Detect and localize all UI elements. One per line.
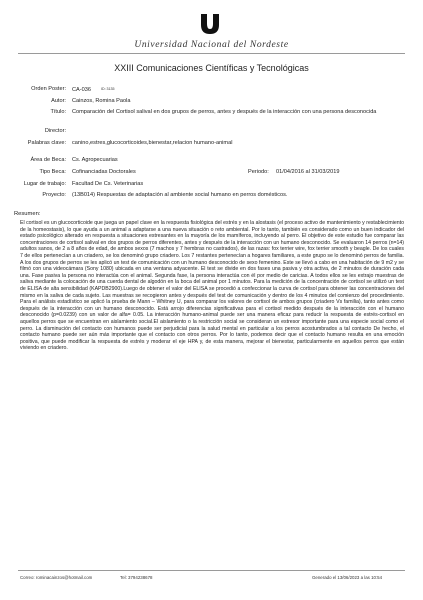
palabras-clave-value: canino,estres,glucocorticoides,bienestar,relacion humano-animal	[72, 140, 233, 146]
tipo-beca-value: Cofinanciadas Doctorales	[72, 169, 136, 175]
resumen-paragraph: El cortisol es un glucocorticoide que juega un papel clave en la respuesta fisiológica del estrés y en la alostasis (el proceso activo de mantenimiento y restablecimiento de la homeostasis), lo que ayuda a un animal a adaptarse a una nueva situación o reto ambiental. Por lo tanto, también es considerado como un buen indicador del estado psicológico alterado en respuesta a situaciones estresantes en la mayoría de los mamíferos, incluyendo al perro. El objetivo de este estudio fue comparar las concentraciones de cortisol salival en dos grupos de perros diferentes, antes y después de la interacción con un humano desconocido. Se evaluaron 14 perros (n=14) adultos sanos, de 2 a 8 años de edad, de ambos sexos (7 machos y 7 hembras no castrados), de las razas: fox terrier wire, fox terrier smooth y beagle. De los cuales 7 de ellos pertenecían a un criadero, se los denominó grupo criadero. Los 7 restantes pertenecían a hogares familiares, a este grupo se lo denominó perros de familia. A los dos grupos de perros se les aplicó un test de comunicación con un humano desconocido de sexo femenino. Este se llevó a cabo en una habitación de 9 m2 y se filmó con una videocámara (Sony 1080) ubicada en una ventana adyacente. El test se divide en dos fases una pasiva y otra activa, de 2 minutos de duración cada una. Fase pasiva la persona no interactúa con el animal. Segunda fase, la persona interactúa con él por medio de caricias. A todos ellos se les extrajo muestras de saliva mediante la colocación de una cuerda dental de algodón en la boca del animal por 1 minutos. Para la medición de la concentración de cortisol se utilizó un test de ELISA de alta sensibilidad (KAPDB2900).Luego de obtener el valor del ELISA se procedió a confeccionar la curva de cortisol para obtener las concentraciones del mismo en la saliva de cada sujeto. Las muestras se recogieron antes y después del test de comunicación y dentro de los 4 minutos del comienzo del procedimiento. Para el análisis estadístico se aplicó la prueba de Mann – Whitney U, para comparar los valores de cortisol de ambos grupos (criadero Vs familia), tanto antes como después de la interacción con un humano desconocido. Está arrojo diferencias significativas para el cortisol medido después de la interacción con el humano desconocido (p=0.0239) con un valor de alfa= 0.05. La interacción humano-animal puede ser una manera eficaz para reducir la respuesta de estrés-cortisol en aquellos perros que se encuentran en aislamiento social.El aislamiento o la restricción social se consideran un estresor importante para una especie social como el perro. La disminución del contacto con humanos puede ser perjudicial para la salud mental en particular a los perros acostumbrados a tal contacto De hecho, el contacto humano puede ser aún más importante que el contacto con otros perros. Por lo tanto, podemos decir que el contacto humano resulta en una emoción positiva, que puede modificar la respuesta de estrés y moderar el eje HPA y, de esta manera, mejorar el bienestar, particularmente en aquellos perros que están viviendo en criadero.	[20, 220, 404, 352]
unne-logo-icon	[198, 12, 222, 36]
header-divider	[18, 53, 405, 54]
titulo-label: Título:	[50, 109, 66, 115]
resumen-label: Resumen:	[14, 211, 41, 217]
footer-correo: Correo: rominacainzos@hotmail.com	[20, 575, 93, 580]
palabras-clave-label: Palabras clave:	[27, 140, 66, 146]
area-beca-value: Cs. Agropecuarias	[72, 157, 118, 163]
area-beca-label: Área de Beca:	[30, 157, 66, 163]
footer-tel: Tel: 3794238678	[120, 575, 153, 580]
footer-divider	[18, 570, 405, 571]
proyecto-label: Proyecto:	[42, 192, 66, 198]
lugar-trabajo-label: Lugar de trabajo:	[23, 181, 66, 187]
tipo-beca-label: Tipo Beca:	[39, 169, 66, 175]
proyecto-value: (13B014) Respuestas de adaptación al ambiente social humano en perros domésticos.	[72, 192, 288, 198]
orden-poster-label: Orden Poster:	[31, 86, 66, 92]
periodo-label: Periodo:	[248, 169, 269, 175]
titulo-value: Comparación del Cortisol salival en dos grupos de perros, antes y después de la interacción con una persona desconocida	[72, 109, 377, 115]
autor-label: Autor:	[51, 98, 66, 104]
lugar-trabajo-value: Facultad De Cs. Veterinarias	[72, 181, 144, 187]
poster-id: ID: 3135	[100, 87, 115, 91]
autor-value: Cainzos, Romina Paola	[72, 98, 131, 104]
periodo-value: 01/04/2016 al 31/03/2019	[276, 169, 340, 175]
footer-generado: Generado el 13/06/2023 a las 10:54	[312, 575, 383, 580]
director-label: Director:	[44, 128, 66, 134]
resumen-body	[20, 220, 404, 352]
orden-poster-value: CA-036 ID: 3135	[72, 87, 115, 93]
university-name: Universidad Nacional del Nordeste	[134, 40, 289, 50]
conference-title: XXIII Comunicaciones Científicas y Tecnológicas	[114, 63, 309, 73]
